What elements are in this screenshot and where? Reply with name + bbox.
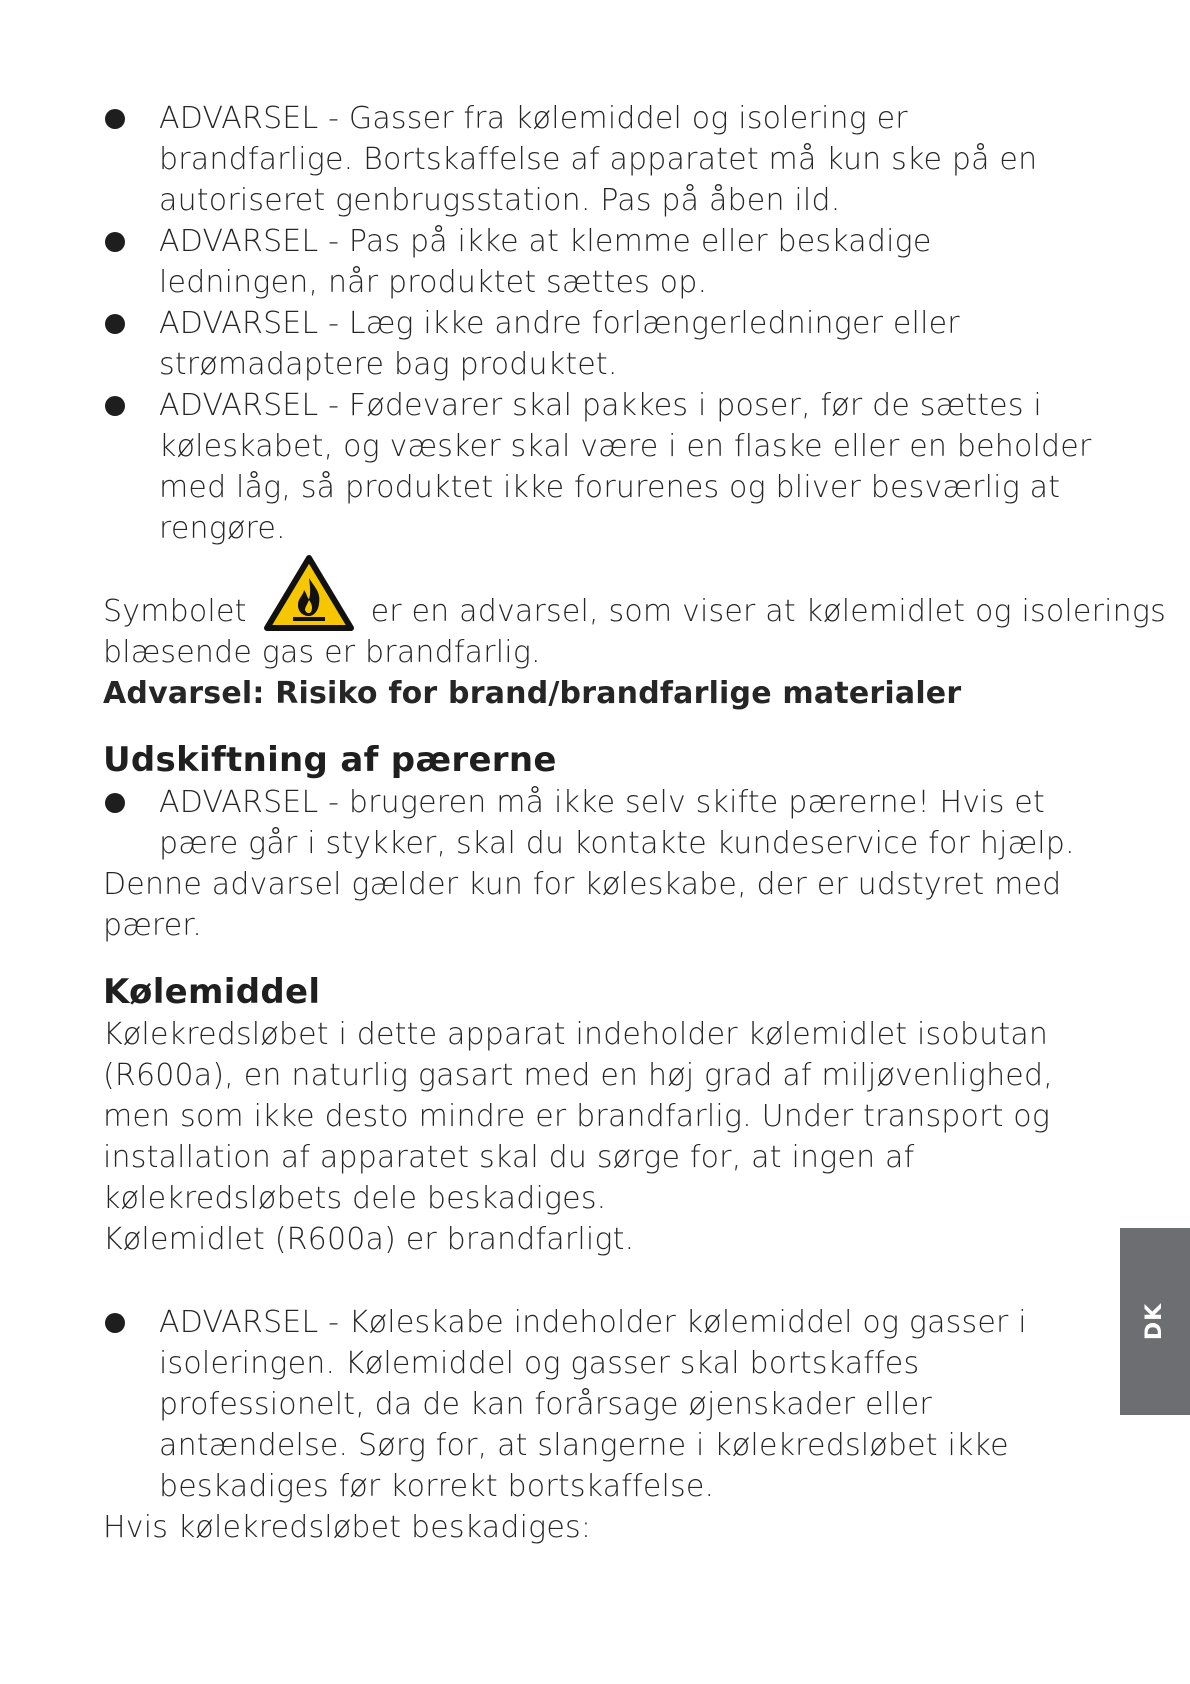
refrigerant-flammable-note: Kølemidlet (R600a) er brandfarligt. (103, 1222, 635, 1257)
bullet-icon (105, 232, 125, 252)
list-item: ADVARSEL - brugeren må ikke selv skifte pærerne! Hvis et pære går i stykker, skal du kontakte kundeservice for hjælp. (103, 782, 1093, 864)
list-item: ADVARSEL - Køleskabe indeholder kølemiddel og gasser i isoleringen. Kølemiddel og gasser skal bortskaffes professionelt, da de kan forårsage øjenskader eller antændelse. Sørg for, at slangerne i kølekredsløbet ikke beskadiges før korrekt bortskaffelse. (103, 1302, 1093, 1507)
bullet-icon (105, 109, 125, 129)
symbol-description-end: blæsende gas er brandfarlig. (103, 635, 541, 670)
bullet-icon (105, 793, 125, 813)
warning-list-top (103, 98, 1093, 549)
list-item: ADVARSEL - Gasser fra kølemiddel og isolering er brandfarlige. Bortskaffelse af apparatet må kun ske på en autoriseret genbrugsstation. Pas på åben ild. (103, 98, 1093, 221)
bullet-icon (105, 396, 125, 416)
bulbs-note: Denne advarsel gælder kun for køleskabe, der er udstyret med pærer. (103, 867, 1062, 943)
symbol-description-start: er en advarsel, som viser at kølemidlet og isolerings (370, 594, 1166, 629)
bullet-icon (105, 314, 125, 334)
closing-line: Hvis kølekredsløbet beskadiges: (103, 1510, 592, 1545)
flammable-warning-icon (263, 554, 355, 632)
list-item: ADVARSEL - Fødevarer skal pakkes i poser, før de sættes i køleskabet, og væsker skal være i en flaske eller en beholder med låg, så produktet ikke forurenes og bliver besværlig at rengøre. (103, 385, 1093, 549)
language-tab (1120, 1228, 1190, 1415)
section-title-refrigerant: Kølemiddel (103, 972, 321, 1012)
symbol-paragraph (103, 554, 1166, 714)
warning-list-refrigerant (103, 1302, 1093, 1507)
list-item: ADVARSEL - Læg ikke andre forlængerledninger eller strømadaptere bag produktet. (103, 303, 1093, 385)
bullet-icon (105, 1313, 125, 1333)
language-tab-label: DK (1142, 1302, 1168, 1341)
warning-list-bulbs (103, 782, 1093, 864)
list-item: ADVARSEL - Pas på ikke at klemme eller beskadige ledningen, når produktet sættes op. (103, 221, 1093, 303)
section-title-bulbs: Udskiftning af pærerne (103, 740, 557, 780)
fire-risk-warning: Advarsel: Risiko for brand/brandfarlige materialer (103, 676, 962, 711)
refrigerant-paragraph: Kølekredsløbet i dette apparat indeholder kølemidlet isobutan (R600a), en naturlig gasart med en høj grad af miljøvenlighed, men som ikke desto mindre er brandfarlig. Under transport og installation af apparatet skal du sørge for, at ingen af kølekredsløbets dele beskadiges. (103, 1017, 1053, 1216)
symbol-label: Symbolet (103, 594, 247, 629)
